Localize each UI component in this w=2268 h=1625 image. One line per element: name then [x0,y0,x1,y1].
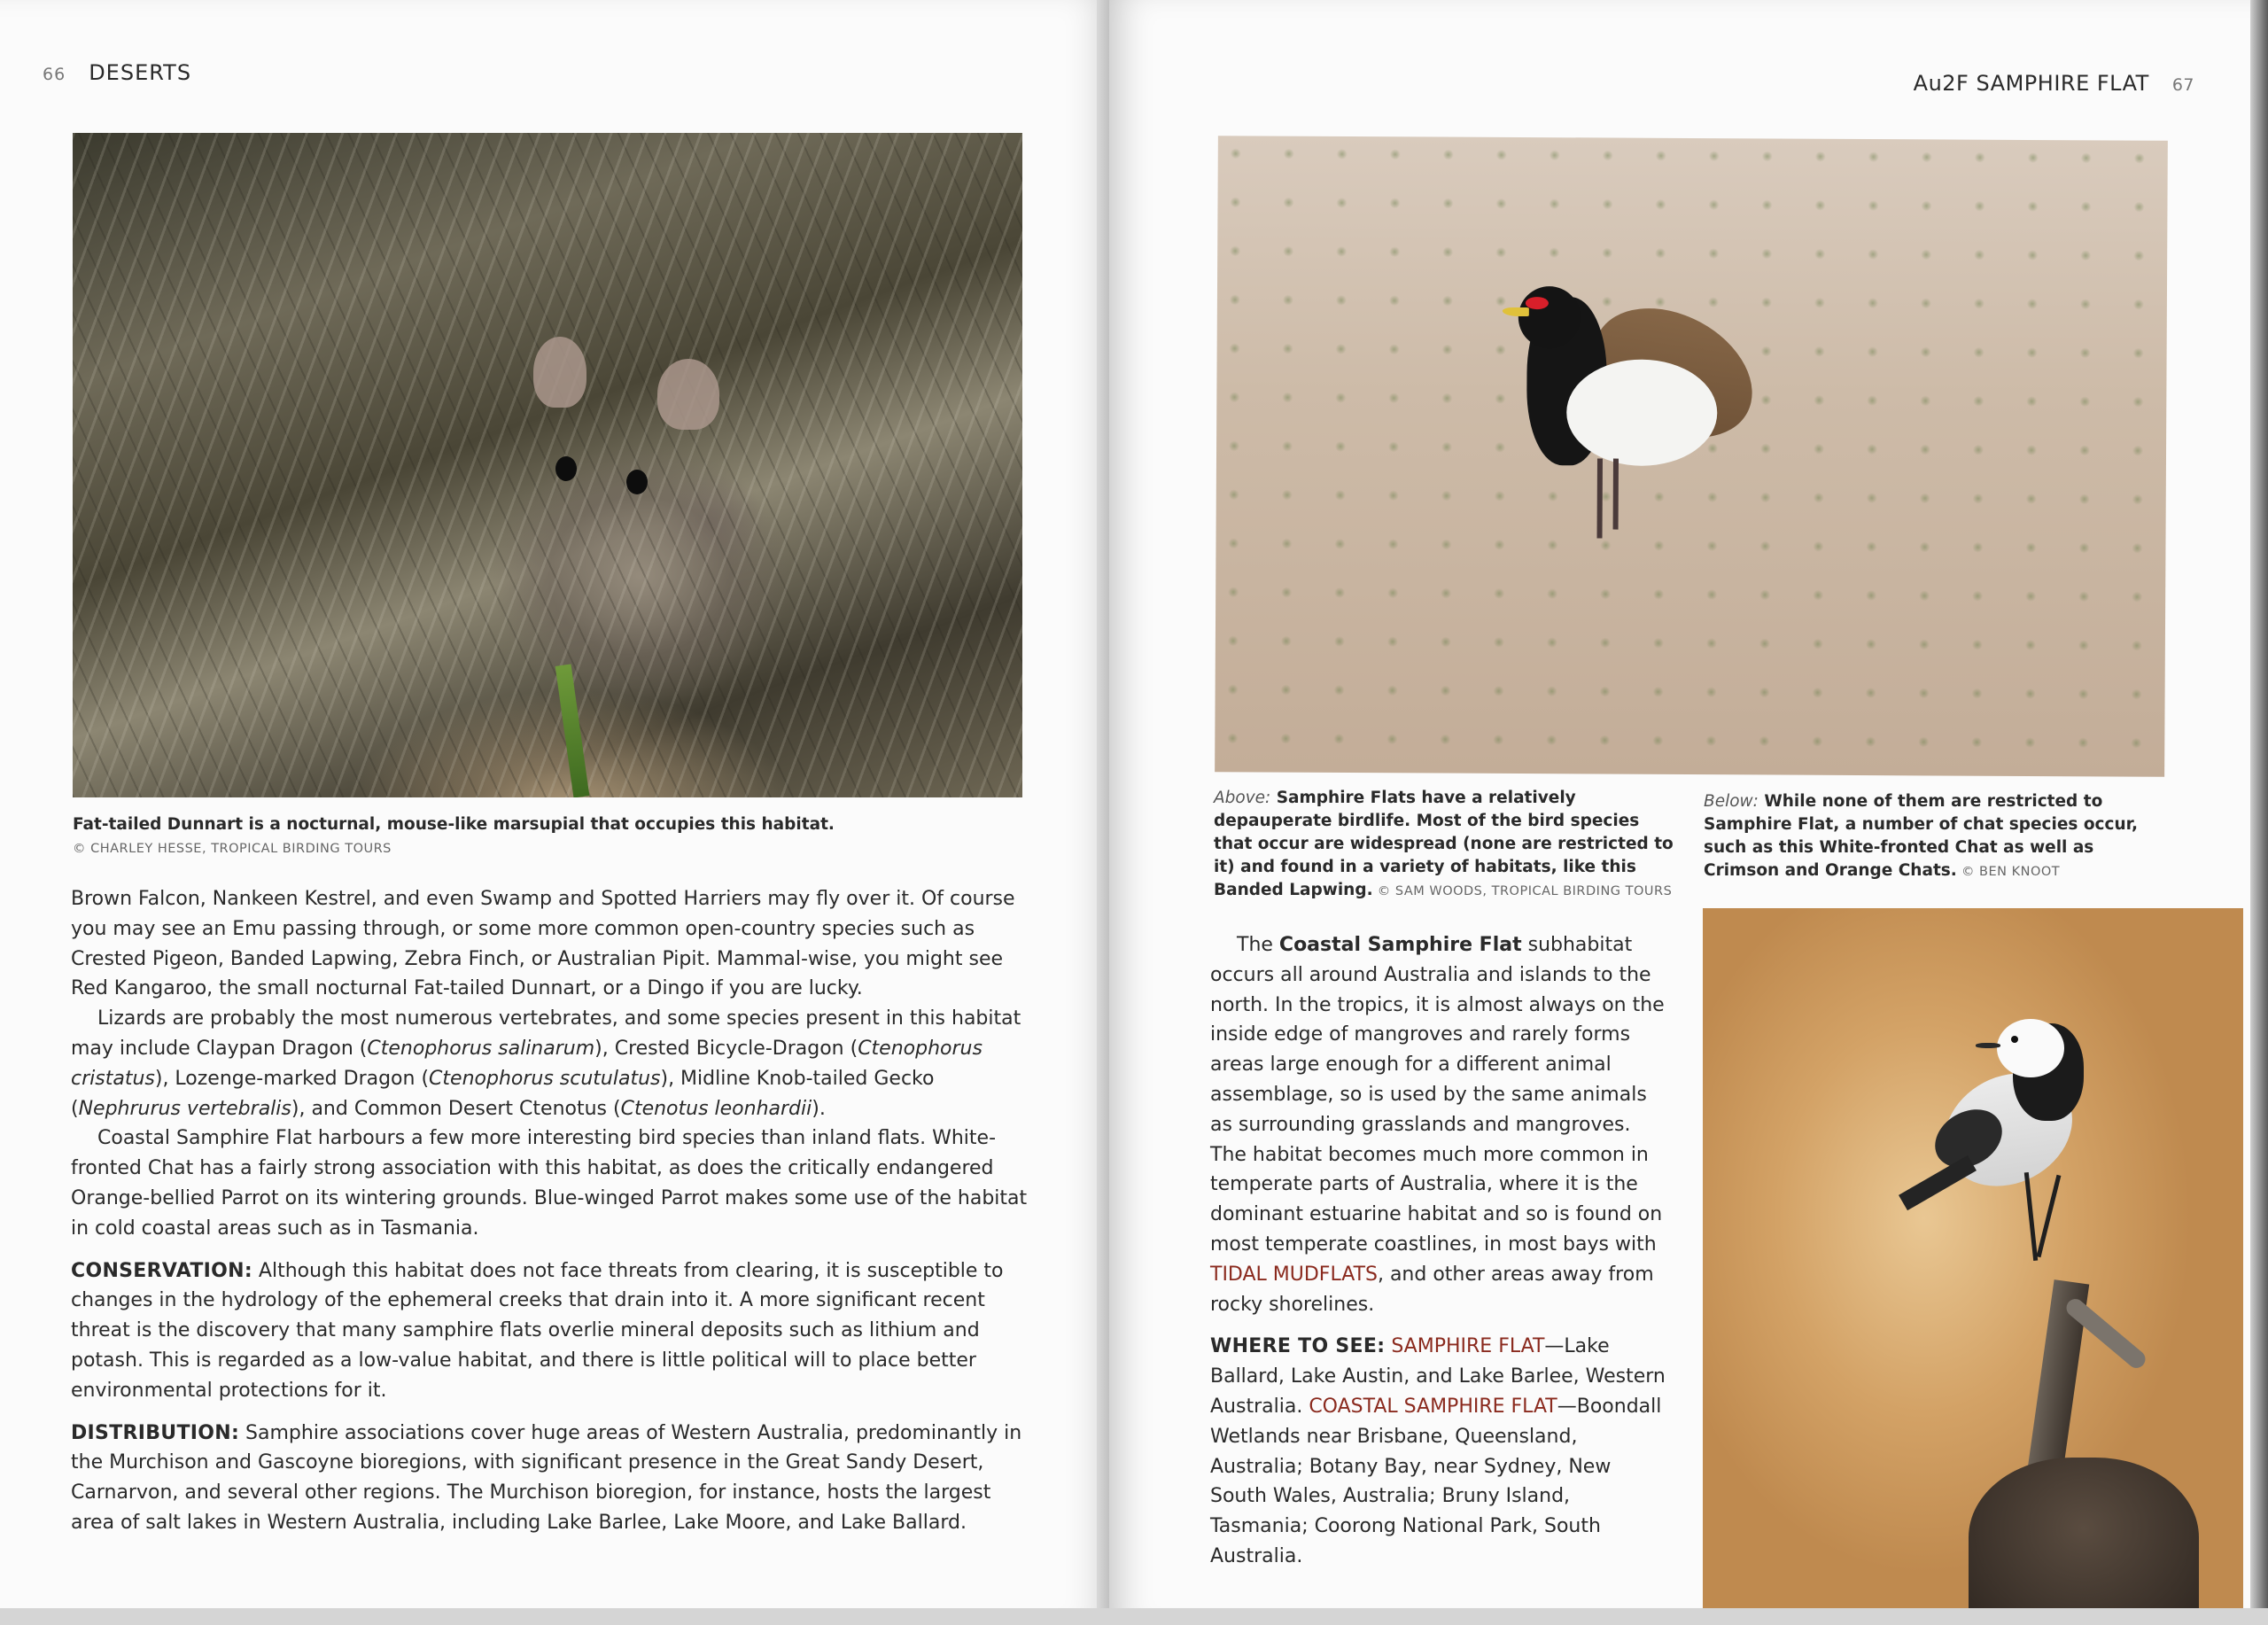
lapwing-head [1518,286,1581,348]
dunnart-caption [73,813,1029,860]
tidal-mudflats-link[interactable]: TIDAL MUDFLATS [1210,1263,1378,1286]
left-page-number: 66 [43,65,66,84]
chat-leg-left [2024,1172,2038,1261]
caption-above-text: Samphire Flats have a relatively depauperate birdlife. Most of the bird species that occur are widespread (none are restricted to it) and found in a variety of habitats, like this Banded Lapwing. [1214,789,1674,899]
chat-bill [1976,1043,2000,1048]
caption-below-text: While none of them are restricted to Samphire Flat, a number of chat species occur, such as this White-fronted Chat as well as Crimson and Orange Chats. [1704,792,2139,880]
where-to-see-section: WHERE TO SEE: SAMPHIRE FLAT—Lake Ballard, Lake Austin, and Lake Barlee, Western Australia. COASTAL SAMPHIRE FLAT—Boondall Wetlands near Brisbane, Queensland, Australia; Botany Bay, near Sydney, New South Wales, Australia; Bruny Island, Tasmania; Coorong National Park, South Australia. [1210,1335,1666,1567]
dunnart-eye-right [626,470,648,494]
left-page [0,0,1109,1625]
right-body-text [1210,930,1671,1572]
distribution-text: Samphire associations cover huge areas of Western Australia, predominantly in the Murchison and Gascoyne bioregions, with significant presence in the Great Sandy Desert, Carnarvon, and several other regions. The Murchison bioregion, for instance, hosts the largest area of salt lakes in Western Australia, including Lake Barlee, Lake Moore, and Lake Ballard. [71,1421,1022,1534]
chat-eye [2011,1036,2018,1043]
distribution-heading: DISTRIBUTION: [71,1421,240,1444]
dry-grass-texture [73,133,1022,797]
left-running-head [43,60,191,85]
branch-stump [1969,1458,2199,1610]
chat-head [1997,1019,2064,1077]
chat-photo-credit: © BEN KNOOT [1956,865,2061,879]
ground-sprouts-texture [1215,136,2168,777]
lapwing-photo [1215,136,2168,777]
dunnart-ear-right [657,359,719,430]
lapwing-caption [1214,787,1674,903]
lapwing-photo-credit: © SAM WOODS, TROPICAL BIRDING TOURS [1372,884,1673,898]
paragraph-coastal-birds: Coastal Samphire Flat harbours a few more interesting bird species than inland flats. White-fronted Chat has a fairly strong association with this habitat, as does the critically endangered Orange-bellied Parrot on its wintering grounds. Blue-winged Parrot makes some use of the habitat in cold coastal areas such as in Tasmania. [71,1127,1028,1240]
chat-tail [1899,1155,1977,1210]
chat-caption [1704,790,2173,883]
book-bottom-edge [0,1608,2268,1625]
chat-leg-right [2037,1175,2062,1257]
coastal-samphire-paragraph: The Coastal Samphire Flat subhabitat occurs all around Australia and islands to the north. In the tropics, it is almost always on the inside edge of mangroves and rarely forms areas large enough for a different animal assemblage, so is used by the same animals as surrounding grasslands and mangroves. The habitat becomes much more common in temperate parts of Australia, where it is the dominant estuarine habitat and so is found on most temperate coastlines, in most bays with TIDAL MUDFLATS, and other areas away from rocky shorelines. [1210,934,1665,1316]
lapwing-belly [1566,359,1718,466]
dunnart-photo-credit: © CHARLEY HESSE, TROPICAL BIRDING TOURS [73,842,392,856]
chat-photo [1703,908,2243,1610]
caption-below-label: Below: [1704,792,1759,811]
left-body-text [71,884,1037,1538]
dunnart-caption-text: Fat-tailed Dunnart is a nocturnal, mouse-like marsupial that occupies this habitat. [73,815,835,834]
right-running-head [1914,71,2194,96]
dunnart-ear-left [533,337,586,408]
paragraph-lizards: Lizards are probably the most numerous vertebrates, and some species present in this habitat may include Claypan Dragon (Ctenophorus salinarum), Crested Bicycle-Dragon (Ctenophorus cristatus), Lozenge-marked Dragon (Ctenophorus scutulatus), Midline Knob-tailed Gecko (Nephrurus vertebralis), and Common Desert Ctenotus (Ctenotus leonhardii). [71,1007,1021,1120]
distribution-section [71,1419,1037,1538]
conservation-heading: CONSERVATION: [71,1259,252,1282]
lapwing-leg-right [1613,459,1619,530]
coastal-samphire-flat-link[interactable]: COASTAL SAMPHIRE FLAT [1309,1395,1557,1418]
conservation-text: Although this habitat does not face threats from clearing, it is susceptible to changes in the hydrology of the ephemeral creeks that drain into it. A more significant recent threat is the discovery that many samphire flats overlie mineral deposits such as lithium and potash. This is regarded as a low-value habitat, and there is little political will to place better environmental protections for it. [71,1259,1004,1402]
lapwing-leg-left [1597,458,1603,538]
where-to-see-heading: WHERE TO SEE: [1210,1335,1386,1358]
samphire-flat-link[interactable]: SAMPHIRE FLAT [1391,1335,1545,1358]
left-section-title: DESERTS [89,60,192,85]
conservation-section [71,1256,1037,1406]
caption-above-label: Above: [1214,789,1271,807]
paragraph-birds-mammals: Brown Falcon, Nankeen Kestrel, and even Swamp and Spotted Harriers may fly over it. Of course you may see an Emu passing through, or some more common open-country species such as Crested Pigeon, Banded Lapwing, Zebra Finch, or Australian Pipit. Mammal-wise, you might see Red Kangaroo, the small nocturnal Fat-tailed Dunnart, or a Dingo if you are lucky. [71,888,1015,1000]
right-page-number: 67 [2171,75,2194,95]
right-section-title: Au2F SAMPHIRE FLAT [1913,71,2149,96]
coastal-samphire-term: Coastal Samphire Flat [1278,934,1522,956]
dunnart-eye-left [555,456,577,481]
book-outer-edge [2250,0,2268,1625]
dunnart-photo [73,133,1022,797]
